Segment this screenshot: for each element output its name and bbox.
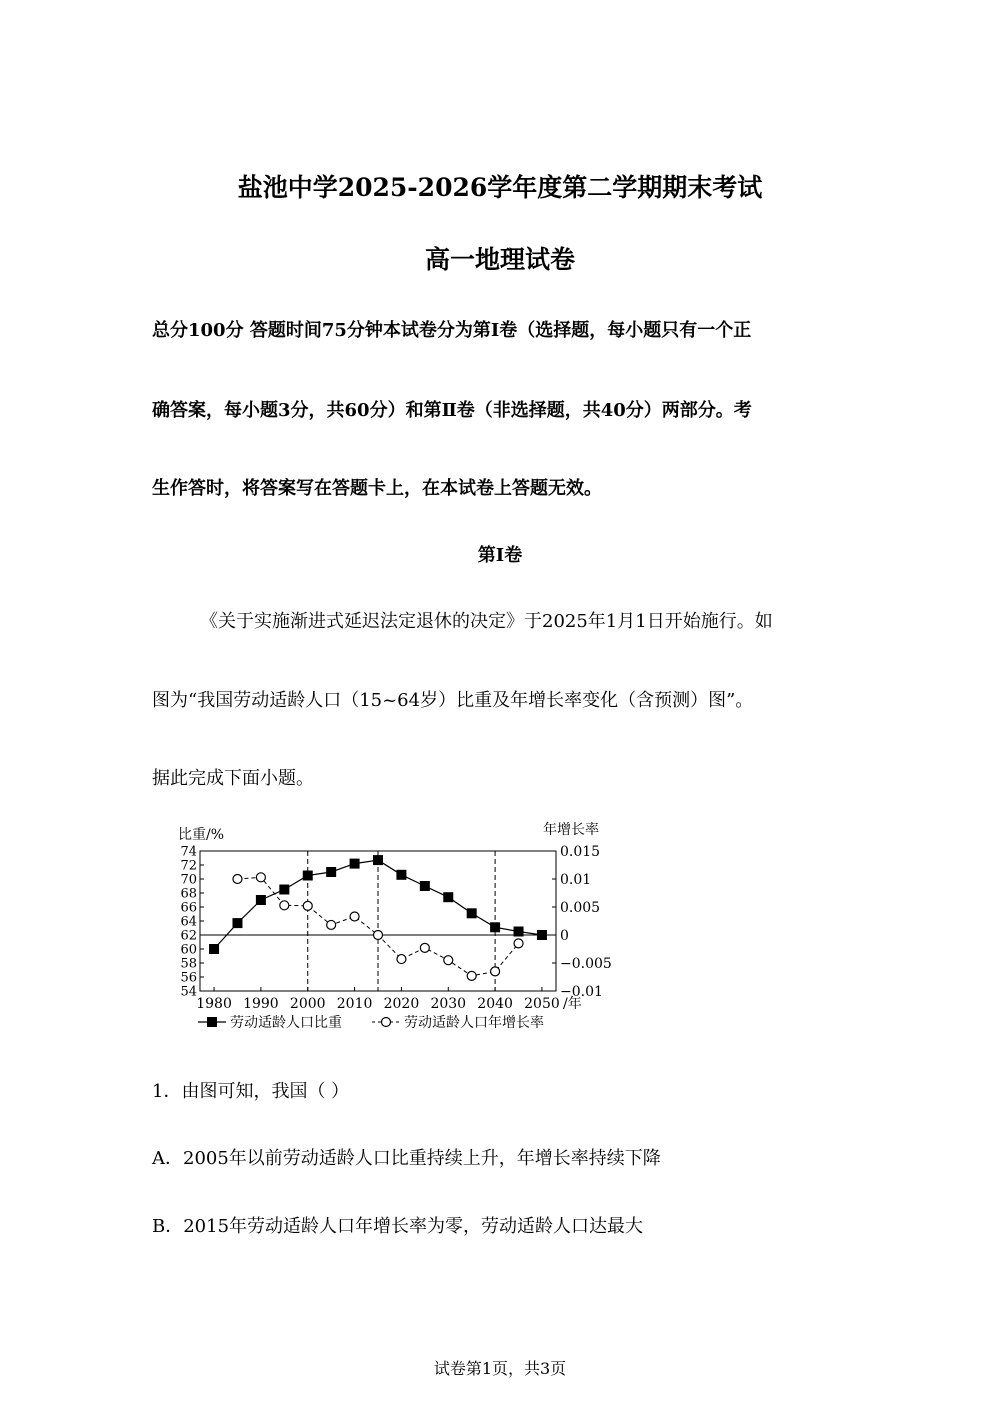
y-right-tick-label: 0.005 <box>560 900 601 916</box>
series-ratio-point <box>420 881 430 891</box>
x-tick-label: 2050 <box>524 996 560 1012</box>
series-ratio-point <box>256 895 266 905</box>
intro-line-3: 生作答时，将答案写在答题卡上，在本试卷上答题无效。 <box>152 478 602 499</box>
intro-line-1: 总分100分 答题时间75分钟本试卷分为第Ⅰ卷（选择题，每小题只有一个正 <box>152 320 752 341</box>
question-1-option-a: A．2005年以前劳动适龄人口比重持续上升，年增长率持续下降 <box>152 1148 661 1169</box>
series-growth-point <box>420 943 429 952</box>
passage-line-1: 《关于实施渐进式延迟法定退休的决定》于2025年1月1日开始施行。如 <box>200 611 773 632</box>
section-title: 第Ⅰ卷 <box>477 545 523 566</box>
exam-title: 盐池中学2025-2026学年度第二学期期末考试 <box>237 173 763 202</box>
series-ratio-point <box>514 927 524 937</box>
population-chart <box>160 815 620 1045</box>
y-left-tick-label: 70 <box>180 872 197 888</box>
question-1-option-b: B．2015年劳动适龄人口年增长率为零，劳动适龄人口达最大 <box>152 1216 644 1237</box>
series-ratio-point <box>350 859 360 869</box>
series-growth-point <box>397 955 406 964</box>
x-tick-label: 2010 <box>336 996 373 1012</box>
y-left-tick-label: 62 <box>180 928 197 944</box>
y-left-tick-label: 72 <box>180 858 197 874</box>
series-growth-point <box>444 956 453 965</box>
y-right-axis-label: 年增长率 <box>543 822 599 838</box>
x-tick-label: 2040 <box>477 996 513 1012</box>
x-tick-label: 1980 <box>196 996 232 1012</box>
series-growth-point <box>374 931 383 940</box>
series-growth-point <box>303 901 312 910</box>
legend-ratio-marker <box>207 1017 217 1027</box>
series-ratio-point <box>209 944 219 954</box>
series-growth-point <box>514 939 523 948</box>
series-ratio-point <box>467 908 477 918</box>
legend-growth-label: 劳动适龄人口年增长率 <box>404 1015 544 1031</box>
passage-line-3: 据此完成下面小题。 <box>152 768 314 789</box>
series-ratio-point <box>232 918 242 928</box>
legend-ratio-label: 劳动适龄人口比重 <box>230 1015 342 1031</box>
x-axis-label: /年 <box>563 996 582 1012</box>
question-1-stem: 1．由图可知，我国（ ） <box>152 1081 350 1102</box>
x-tick-label: 2030 <box>430 996 467 1012</box>
series-ratio-point <box>396 870 406 880</box>
series-ratio-point <box>373 855 383 865</box>
series-growth-point <box>327 920 336 929</box>
series-ratio-point <box>303 871 313 881</box>
x-tick-label: 2000 <box>289 996 326 1012</box>
x-tick-label: 2020 <box>383 996 420 1012</box>
y-right-tick-label: 0.015 <box>560 844 601 860</box>
series-growth-point <box>491 967 500 976</box>
series-growth-point <box>350 912 359 921</box>
y-left-axis-label: 比重/% <box>178 827 225 843</box>
y-left-tick-label: 68 <box>180 886 197 902</box>
legend-growth-marker <box>382 1018 391 1027</box>
series-ratio-point <box>537 930 547 940</box>
exam-subtitle: 高一地理试卷 <box>424 245 575 274</box>
y-right-tick-label: 0.01 <box>560 872 592 888</box>
series-ratio-point <box>490 922 500 932</box>
y-left-tick-label: 74 <box>180 844 197 860</box>
y-left-tick-label: 58 <box>180 956 197 972</box>
y-left-tick-label: 56 <box>180 970 197 986</box>
y-left-tick-label: 66 <box>180 900 197 916</box>
series-growth-point <box>280 901 289 910</box>
y-right-tick-label: −0.005 <box>560 956 612 972</box>
series-growth-point <box>467 971 476 980</box>
passage-line-2: 图为“我国劳动适龄人口（15~64岁）比重及年增长率变化（含预测）图”。 <box>152 690 754 711</box>
x-tick-label: 1990 <box>243 996 279 1012</box>
series-growth-point <box>233 875 242 884</box>
y-left-tick-label: 64 <box>180 914 197 930</box>
series-ratio-point <box>443 892 453 902</box>
series-ratio-point <box>326 867 336 877</box>
y-left-tick-label: 54 <box>180 984 197 1000</box>
y-right-tick-label: −0.01 <box>560 984 603 1000</box>
y-right-tick-label: 0 <box>560 928 569 944</box>
series-ratio-point <box>279 885 289 895</box>
y-left-tick-label: 60 <box>180 942 197 958</box>
series-growth-point <box>256 873 265 882</box>
page-footer: 试卷第1页，共3页 <box>433 1359 567 1378</box>
intro-line-2: 确答案，每小题3分，共60分）和第Ⅱ卷（非选择题，共40分）两部分。考 <box>152 400 752 421</box>
